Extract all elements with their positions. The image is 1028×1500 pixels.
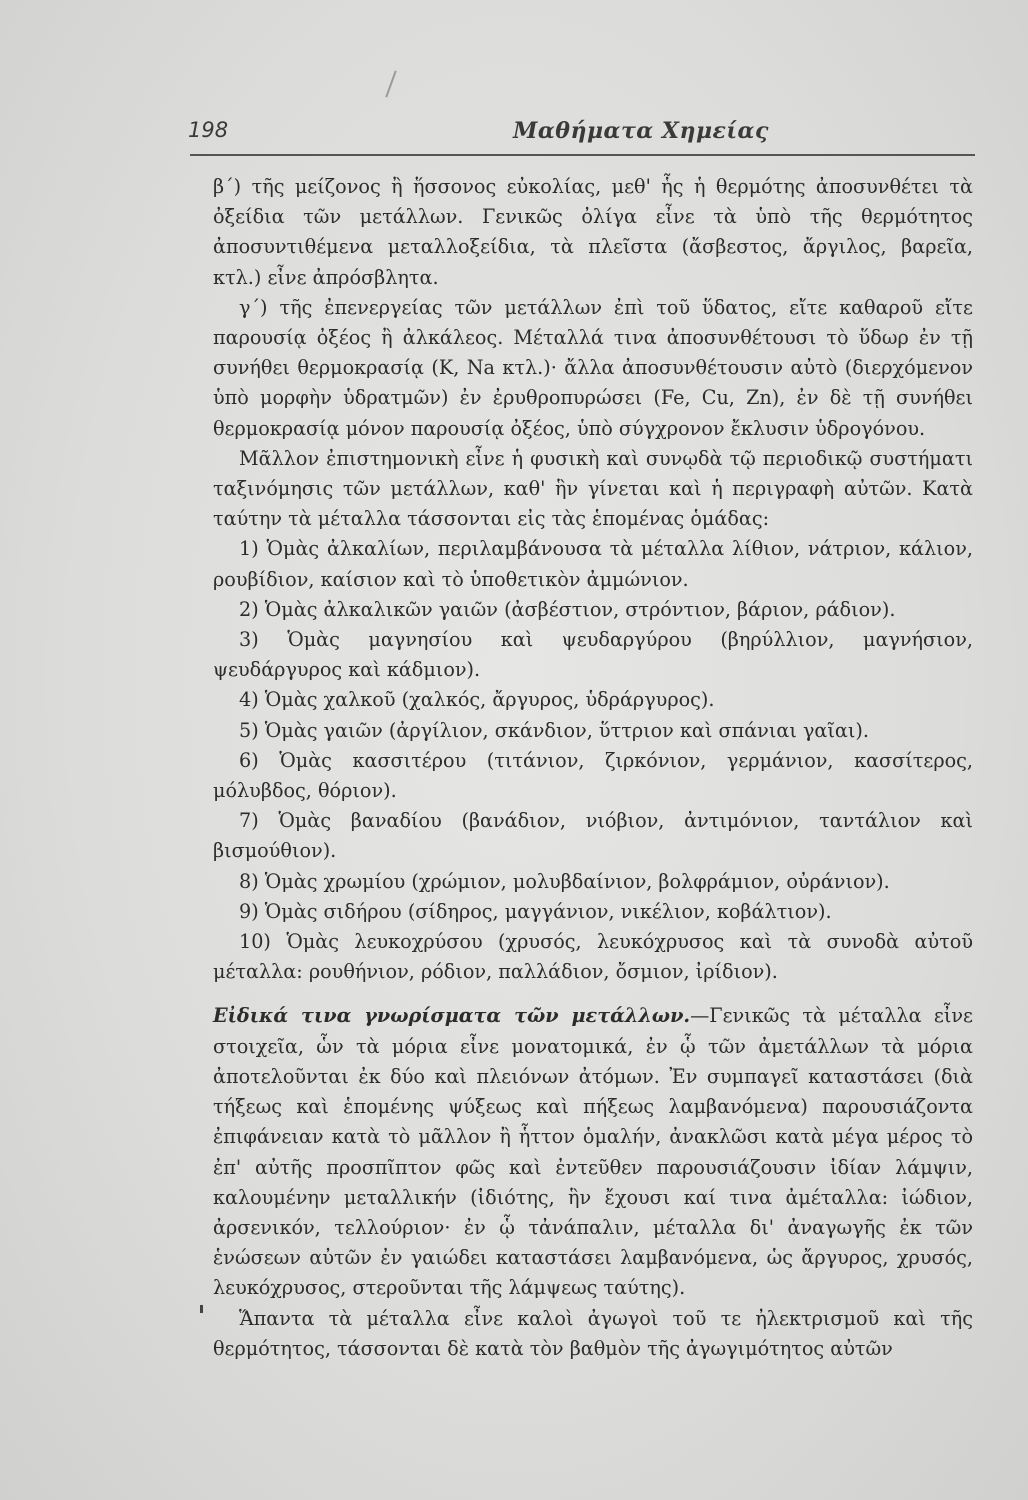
group-item: 8) Ὁμὰς χρωμίου (χρώμιον, μολυβδαίνιον, βολφράμιον, οὐράνιον). [239, 869, 890, 893]
group-item: 5) Ὁμὰς γαιῶν (ἀργίλιον, σκάνδιον, ὕττριον καὶ σπάνιαι γαῖαι). [239, 718, 869, 742]
margin-mark [200, 1305, 203, 1313]
paragraph-conductivity: Ἅπαντα τὰ μέταλλα εἶνε καλοὶ ἀγωγοὶ τοῦ τε ἠλεκτρισμοῦ καὶ τῆς θερμότητος, τάσσονται δὲ κατὰ τὸν βαθμὸν τῆς ἀγωγιμότητος αὐτῶν [213, 1306, 973, 1360]
paragraph-gamma: γ΄) τῆς ἐπενεργείας τῶν μετάλλων ἐπὶ τοῦ ὕδατος, εἴτε καθαροῦ εἴτε παρουσίᾳ ὀξέος ἢ ἀλκάλεος. Μέταλλά τινα ἀποσυνθέτουσι τὸ ὕδωρ ἐν τῇ συνήθει θερμοκρασίᾳ (K, Na κτλ.)· ἄλλα ἀποσυνθέτουσιν αὐτὸ (διερχόμενον ὑπὸ μορφὴν ὑδρατμῶν) ἐν ἐρυθροπυρώσει (Fe, Cu, Zn), ἐν δὲ τῇ συνήθει θερμοκρασίᾳ μόνον παρουσίᾳ ὀξέος, ὑπὸ σύγχρονον ἔκλυσιν ὑδρογόνου. [213, 295, 973, 440]
header-rule [190, 154, 975, 156]
group-item: 1) Ὁμὰς ἀλκαλίων, περιλαμβάνουσα τὰ μέταλλα λίθιον, νάτριον, κάλιον, ρουβίδιον, καίσιον καὶ τὸ ὑποθετικὸν ἀμμώνιον. [213, 537, 973, 591]
group-item: 4) Ὁμὰς χαλκοῦ (χαλκός, ἄργυρος, ὑδράργυρος). [239, 688, 715, 712]
section-heading: Εἰδικά τινα γνωρίσματα τῶν μετάλλων. [213, 1004, 691, 1028]
group-item: 10) Ὁμὰς λευκοχρύσου (χρυσός, λευκόχρυσος καὶ τὰ συνοδὰ αὐτοῦ μέταλλα: ρουθήνιον, ρόδιον, παλλάδιον, ὄσμιον, ἰρίδιον). [213, 930, 973, 984]
running-head [188, 118, 978, 148]
group-item: 3) Ὁμὰς μαγνησίου καὶ ψευδαργύρου (βηρύλλιον, μαγνήσιον, ψευδάργυρος καὶ κάδμιον). [213, 628, 973, 682]
group-item: 7) Ὁμὰς βαναδίου (βανάδιον, νιόβιον, ἀντιμόνιον, ταντάλιον καὶ βισμούθιον). [213, 809, 973, 863]
section-text: —Γενικῶς τὰ μέταλλα εἶνε στοιχεῖα, ὧν τὰ μόρια εἶνε μονατομικά, ἐν ᾧ τῶν ἀμετάλλων τὰ μόρια ἀποτελοῦνται ἐκ δύο καὶ πλειόνων ἀτόμων. Ἐν συμπαγεῖ καταστάσει (διὰ τήξεως καὶ ἑπομένης ψύξεως καὶ πήξεως λαμβανόμενα) παρουσιάζοντα ἐπιφάνειαν κατὰ τὸ μᾶλλον ἢ ἧττον ὁμαλήν, ἀνακλῶσι κατὰ μέγα μέρος τὸ ἐπ' αὐτῆς προσπῖπτον φῶς καὶ ἐντεῦθεν παρουσιάζουσιν ἰδίαν λάμψιν, καλουμένην μεταλλικήν (ἰδιότης, ἣν ἔχουσι καί τινα ἀμέταλλα: ἰώδιον, ἀρσενικόν, τελλούριον· ἐν ᾧ τἀνάπαλιν, μέταλλα δι' ἀναγωγῆς ἐκ τῶν ἑνώσεων αὐτῶν ἐν γαιώδει καταστάσει λαμβανόμενα, ὡς ἄργυρος, χρυσός, λευκόχρυσος, στεροῦνται τῆς λάμψεως ταύτης). [213, 1004, 973, 1300]
paragraph-beta: β΄) τῆς μείζονος ἢ ἥσσονος εὐκολίας, μεθ' ἧς ἡ θερμότης ἀποσυνθέτει τὰ ὀξείδια τῶν μετάλλων. Γενικῶς ὀλίγα εἶνε τὰ ὑπὸ τῆς θερμότητος ἀποσυντιθέμενα μεταλλοξείδια, τὰ πλεῖστα (ἄσβεστος, ἄργιλος, βαρεῖα, κτλ.) εἶνε ἀπρόσβλητα. [213, 175, 973, 289]
group-item: 6) Ὁμὰς κασσιτέρου (τιτάνιον, ζιρκόνιον, γερμάνιον, κασσίτερος, μόλυβδος, θόριον). [213, 748, 973, 803]
stray-pencil-mark [385, 71, 396, 98]
group-item: 9) Ὁμὰς σιδήρου (σίδηρος, μαγγάνιον, νικέλιον, κοβάλτιον). [239, 899, 832, 923]
group-item: 2) Ὁμὰς ἀλκαλικῶν γαιῶν (ἀσβέστιον, στρόντιον, βάριον, ράδιον). [239, 597, 896, 621]
page-number: 198 [188, 118, 229, 142]
section-paragraph [213, 1001, 973, 1303]
body-text [213, 172, 973, 1364]
page-header-title: Μαθήματα Χημείας [513, 118, 769, 144]
paragraph-classification: Μᾶλλον ἐπιστημονικὴ εἶνε ἡ φυσικὴ καὶ συνῳδὰ τῷ περιοδικῷ συστήματι ταξινόμησις τῶν μετάλλων, καθ' ἣν γίνεται καὶ ἡ περιγραφὴ αὐτῶν. Κατὰ ταύτην τὰ μέταλλα τάσσονται εἰς τὰς ἑπομένας ὁμάδας: [213, 446, 973, 531]
